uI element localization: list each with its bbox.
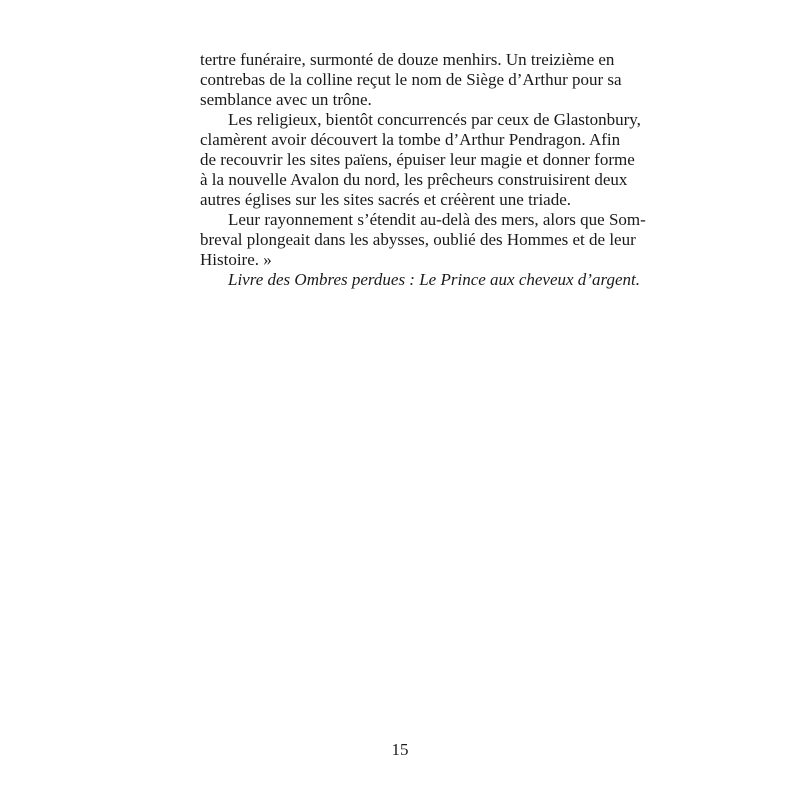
paragraph-1-line-3: semblance avec un trône. [200,90,372,109]
paragraph-2-line-4: à la nouvelle Avalon du nord, les prêcheurs construisirent deux [200,170,628,189]
paragraph-3-line-2: breval plongeait dans les abysses, oublié des Hommes et de leur [200,230,636,249]
paragraph-3-line-3: Histoire. » [200,250,272,269]
source-citation: Livre des Ombres perdues : Le Prince aux cheveux d’argent. [228,270,640,289]
paragraph-1-line-1: tertre funéraire, surmonté de douze menhirs. Un treizième en [200,50,615,69]
paragraph-3-line-1: Leur rayonnement s’étendit au-delà des mers, alors que Som- [228,210,646,229]
paragraph-1-line-2: contrebas de la colline reçut le nom de Siège d’Arthur pour sa [200,70,622,89]
body-text [200,50,646,290]
paragraph-3 [200,210,646,270]
paragraph-2-line-5: autres églises sur les sites sacrés et créèrent une triade. [200,190,572,209]
paragraph-2-line-3: de recouvrir les sites païens, épuiser leur magie et donner forme [200,150,635,169]
paragraph-2-line-2: clamèrent avoir découvert la tombe d’Arthur Pendragon. Afin [200,130,621,149]
paragraph-2-line-1: Les religieux, bientôt concurrencés par ceux de Glastonbury, [228,110,641,129]
paragraph-1 [200,50,622,110]
paragraph-2 [200,110,641,210]
page-number: 15 [391,740,409,759]
